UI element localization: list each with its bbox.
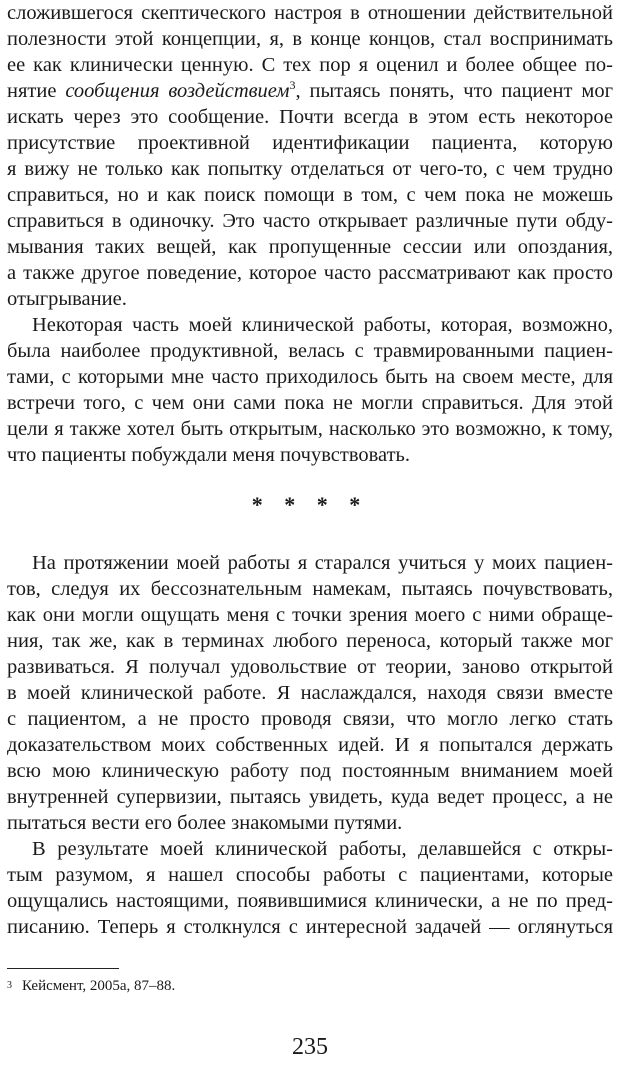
text-line: а также другое поведение, которое часто рассматривают как просто — [7, 262, 613, 284]
text-line: пытаться вести его более знакомыми путями. — [7, 812, 403, 834]
text-line: что пациенты побуждали меня почувствовать. — [7, 444, 411, 466]
text-line: сложившегося скептического настроя в отношении действительной — [7, 2, 613, 24]
text-line: внутренней супервизии, пытаясь увидеть, куда ведет процесс, а не — [7, 786, 613, 808]
text-line: всю мою клиническую работу под постоянным вниманием моей — [7, 760, 613, 782]
text-fragment: нятие — [7, 80, 66, 102]
text-fragment: , пытаясь понять, что пациент мог — [295, 80, 613, 102]
text-line: полезности этой концепции, я, в конце концов, стал воспринимать — [7, 28, 613, 50]
text-line: была наиболее продуктивной, велась с травмированными пациен- — [7, 340, 613, 362]
text-line: в моей клинической работе. Я наслаждался, находя связи вместе — [7, 682, 613, 704]
footnote-reference[interactable]: 3 — [289, 78, 296, 92]
text-line: доказательством моих собственных идей. И я попытался держать — [7, 734, 613, 756]
text-line: как они могли ощущать меня с точки зрения моего с ними обраще- — [7, 604, 613, 626]
section-separator: * * * * — [251, 492, 369, 517]
text-line: справиться, но и как поиск помощи в том, с чем пока не можешь — [7, 184, 613, 206]
text-line: мывания таких вещей, как пропущенные сессии или опоздания, — [7, 236, 613, 258]
text-line: тым разумом, я нашел способы работы с пациентами, которые — [7, 864, 613, 886]
text-line: писанию. Теперь я столкнулся с интересной задачей — оглянуться — [7, 916, 613, 938]
text-line: я вижу не только как попытку отделаться от чего-то, с чем трудно — [7, 158, 613, 180]
text-line: ощущались настоящими, появившимися клинически, а не по пред- — [7, 890, 613, 912]
text-line — [7, 78, 613, 104]
text-line: ее как клинически ценную. С тех пор я оценил и более общее по- — [7, 54, 613, 76]
footnote-mark: 3 — [7, 980, 12, 991]
text-line: искать через это сообщение. Почти всегда в этом есть некоторое — [7, 106, 613, 128]
text-line: В результате моей клинической работы, делавшейся с откры- — [32, 838, 613, 860]
text-line: Некоторая часть моей клинической работы, которая, возможно, — [32, 314, 613, 336]
text-line: На протяжении моей работы я старался учиться у моих пациен- — [32, 552, 613, 574]
text-line: тами, с которыми мне часто приходилось быть на своем месте, для — [7, 366, 613, 388]
text-line: тов, следуя их бессознательным намекам, пытаясь почувствовать, — [7, 578, 613, 600]
text-line: присутствие проективной идентификации пациента, которую — [7, 132, 613, 154]
italic-term: сообщения воздействием — [65, 80, 290, 102]
text-line: с пациентом, а не просто проводя связи, что могло легко стать — [7, 708, 613, 730]
text-line: отыгрывание. — [7, 288, 127, 310]
text-line: встречи того, с чем они сами пока не могли справиться. Для этой — [7, 392, 613, 414]
footnote — [7, 976, 175, 996]
text-line: ния, так же, как в терминах любого переноса, который также мог — [7, 630, 613, 652]
text-line: справиться в одиночку. Это часто открывает различные пути обду- — [7, 210, 613, 232]
footnote-text: Кейсмент, 2005a, 87–88. — [22, 978, 176, 994]
footnote-divider — [7, 968, 119, 969]
page-number: 235 — [292, 1034, 328, 1060]
text-line: развиваться. Я получал удовольствие от теории, заново открытой — [7, 656, 613, 678]
text-line: цели я также хотел быть открытым, насколько это возможно, к тому, — [7, 418, 613, 440]
